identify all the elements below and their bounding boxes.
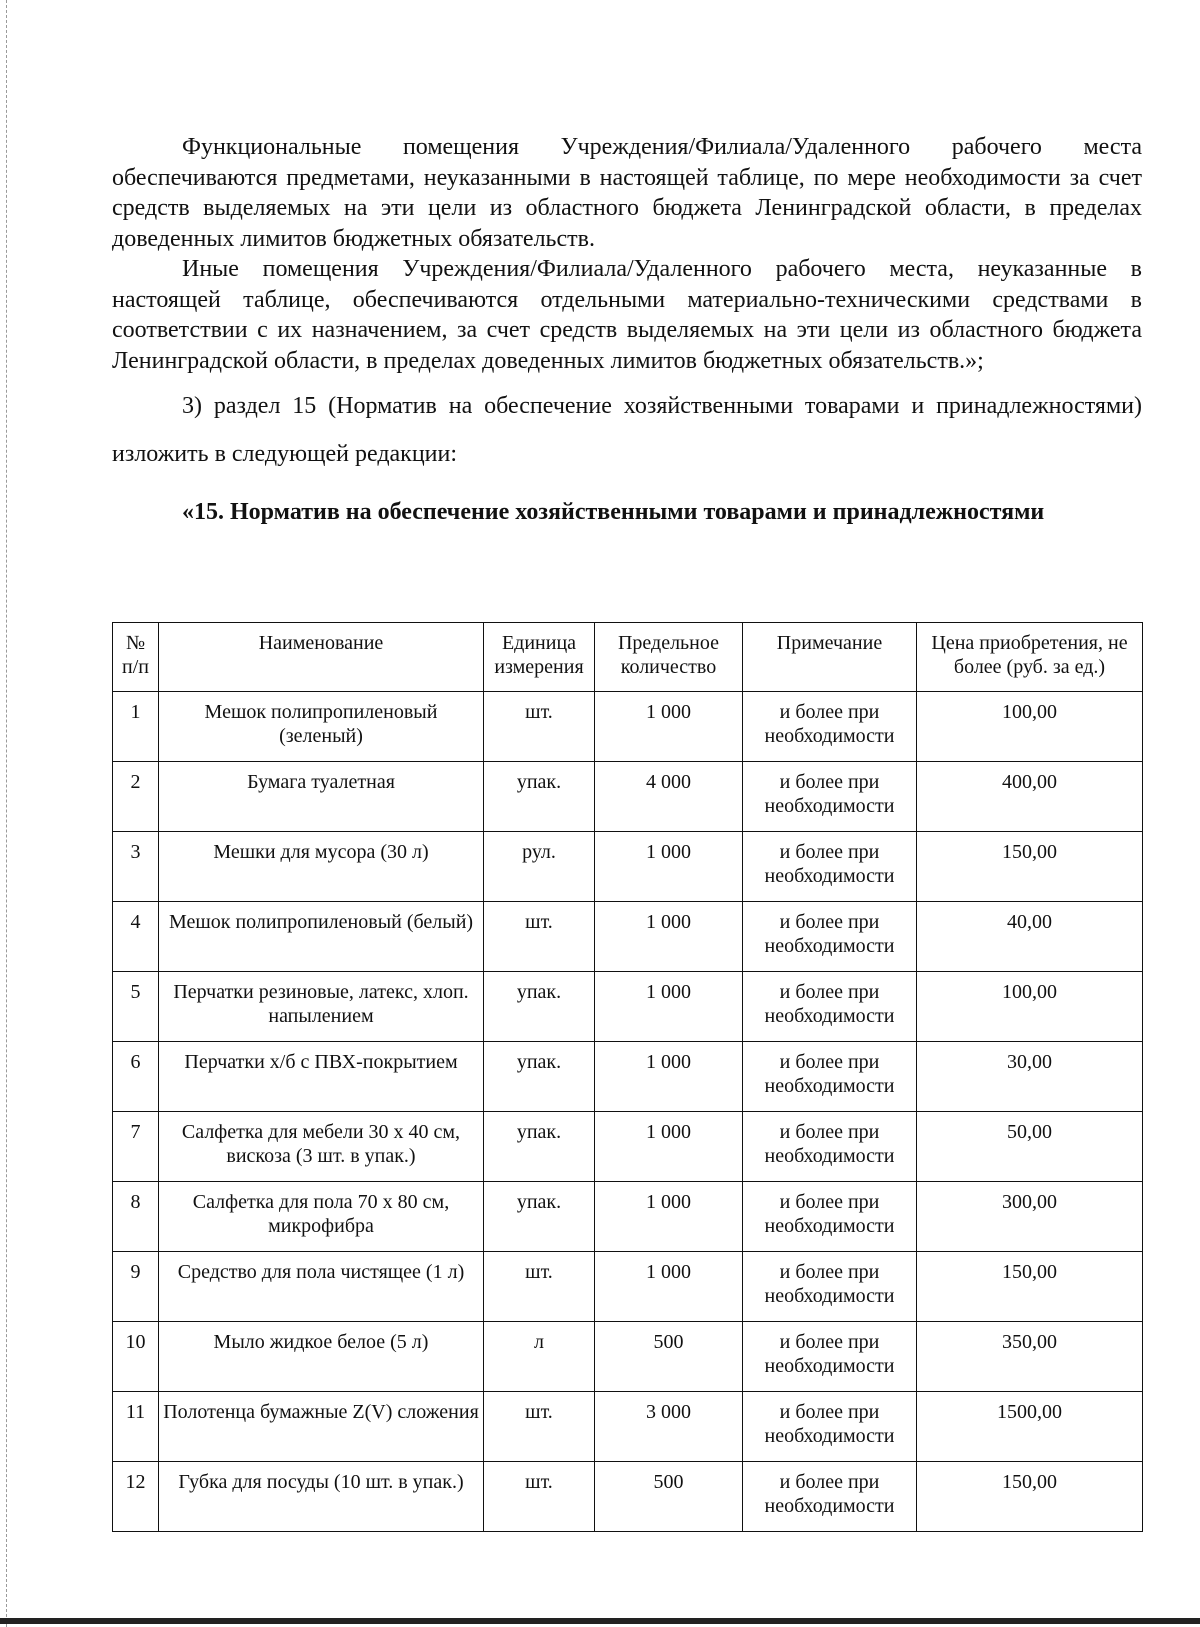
cell-unit: упак. xyxy=(484,1042,595,1112)
cell-qty: 500 xyxy=(595,1462,743,1532)
table-row xyxy=(113,1112,1143,1182)
table-header-row xyxy=(113,623,1143,692)
paragraph-other-rooms: Иные помещения Учреждения/Филиала/Удаленного рабочего места, неуказанные в настоящей таблице, обеспечиваются отдельными материально-техническими средствами в соответствии с их назначением, за счет средств выделяемых на эти цели из областного бюджета Ленинградской области, в пределах доведенных лимитов бюджетных обязательств.»; xyxy=(112,256,1142,374)
cell-price: 100,00 xyxy=(917,972,1143,1042)
cell-qty: 3 000 xyxy=(595,1392,743,1462)
cell-unit: шт. xyxy=(484,902,595,972)
cell-num: 7 xyxy=(113,1112,159,1182)
paragraph-functional-rooms: Функциональные помещения Учреждения/Филиала/Удаленного рабочего места обеспечиваются предметами, неуказанными в настоящей таблице, по мере необходимости за счет средств выделяемых на эти цели из областного бюджета Ленинградской области, в пределах доведенных лимитов бюджетных обязательств. xyxy=(112,134,1142,252)
cell-qty: 1 000 xyxy=(595,1182,743,1252)
cell-unit: упак. xyxy=(484,972,595,1042)
cell-qty: 1 000 xyxy=(595,972,743,1042)
header-unit: Единица измерения xyxy=(484,623,595,692)
cell-unit: шт. xyxy=(484,1462,595,1532)
cell-name: Мешки для мусора (30 л) xyxy=(159,832,484,902)
cell-price: 50,00 xyxy=(917,1112,1143,1182)
cell-num: 9 xyxy=(113,1252,159,1322)
cell-num: 8 xyxy=(113,1182,159,1252)
cell-name: Салфетка для мебели 30 х 40 см, вискоза (3 шт. в упак.) xyxy=(159,1112,484,1182)
table-row xyxy=(113,1182,1143,1252)
cell-price: 30,00 xyxy=(917,1042,1143,1112)
supplies-norm-table xyxy=(112,622,1143,1532)
cell-name: Полотенца бумажные Z(V) сложения xyxy=(159,1392,484,1462)
paragraph-section-15-amendment: 3) раздел 15 (Норматив на обеспечение хозяйственными товарами и принадлежностями) изложить в следующей редакции: xyxy=(112,393,1142,467)
cell-qty: 1 000 xyxy=(595,832,743,902)
cell-num: 10 xyxy=(113,1322,159,1392)
cell-qty: 1 000 xyxy=(595,1042,743,1112)
cell-note: и более при необходимости xyxy=(743,1322,917,1392)
cell-unit: упак. xyxy=(484,762,595,832)
cell-name: Салфетка для пола 70 х 80 см, микрофибра xyxy=(159,1182,484,1252)
scan-edge-left xyxy=(6,0,7,1627)
cell-name: Мешок полипропиленовый (зеленый) xyxy=(159,692,484,762)
cell-qty: 1 000 xyxy=(595,1112,743,1182)
cell-num: 2 xyxy=(113,762,159,832)
table-row xyxy=(113,972,1143,1042)
cell-price: 150,00 xyxy=(917,832,1143,902)
cell-price: 300,00 xyxy=(917,1182,1143,1252)
cell-num: 6 xyxy=(113,1042,159,1112)
cell-num: 5 xyxy=(113,972,159,1042)
cell-num: 1 xyxy=(113,692,159,762)
cell-unit: л xyxy=(484,1322,595,1392)
cell-unit: рул. xyxy=(484,832,595,902)
header-price: Цена приобретения, не более (руб. за ед.) xyxy=(917,623,1143,692)
cell-qty: 1 000 xyxy=(595,1252,743,1322)
cell-price: 100,00 xyxy=(917,692,1143,762)
cell-num: 3 xyxy=(113,832,159,902)
table-row xyxy=(113,902,1143,972)
table-body xyxy=(113,692,1143,1532)
table-row xyxy=(113,1462,1143,1532)
cell-unit: шт. xyxy=(484,1252,595,1322)
cell-note: и более при необходимости xyxy=(743,1252,917,1322)
cell-qty: 1 000 xyxy=(595,902,743,972)
cell-name: Мыло жидкое белое (5 л) xyxy=(159,1322,484,1392)
cell-name: Перчатки резиновые, латекс, хлоп. напылением xyxy=(159,972,484,1042)
header-num: № п/п xyxy=(113,623,159,692)
cell-name: Губка для посуды (10 шт. в упак.) xyxy=(159,1462,484,1532)
header-qty: Предельное количество xyxy=(595,623,743,692)
cell-name: Мешок полипропиленовый (белый) xyxy=(159,902,484,972)
section-heading: «15. Норматив на обеспечение хозяйственными товарами и принадлежностями xyxy=(182,499,1045,525)
cell-unit: шт. xyxy=(484,692,595,762)
cell-unit: упак. xyxy=(484,1112,595,1182)
cell-note: и более при необходимости xyxy=(743,692,917,762)
cell-unit: упак. xyxy=(484,1182,595,1252)
table-row xyxy=(113,1392,1143,1462)
scan-edge-bottom xyxy=(0,1618,1200,1624)
cell-name: Средство для пола чистящее (1 л) xyxy=(159,1252,484,1322)
cell-qty: 500 xyxy=(595,1322,743,1392)
cell-note: и более при необходимости xyxy=(743,762,917,832)
cell-price: 150,00 xyxy=(917,1462,1143,1532)
table-row xyxy=(113,832,1143,902)
cell-price: 150,00 xyxy=(917,1252,1143,1322)
cell-num: 11 xyxy=(113,1392,159,1462)
cell-price: 400,00 xyxy=(917,762,1143,832)
cell-unit: шт. xyxy=(484,1392,595,1462)
header-note: Примечание xyxy=(743,623,917,692)
cell-qty: 1 000 xyxy=(595,692,743,762)
cell-name: Бумага туалетная xyxy=(159,762,484,832)
cell-price: 1500,00 xyxy=(917,1392,1143,1462)
cell-note: и более при необходимости xyxy=(743,1462,917,1532)
cell-note: и более при необходимости xyxy=(743,1042,917,1112)
table-row xyxy=(113,1042,1143,1112)
cell-note: и более при необходимости xyxy=(743,1112,917,1182)
table-row xyxy=(113,1322,1143,1392)
table-row xyxy=(113,762,1143,832)
cell-note: и более при необходимости xyxy=(743,972,917,1042)
header-name: Наименование xyxy=(159,623,484,692)
document-body xyxy=(112,132,1142,536)
table-row xyxy=(113,1252,1143,1322)
cell-note: и более при необходимости xyxy=(743,1392,917,1462)
cell-price: 350,00 xyxy=(917,1322,1143,1392)
cell-note: и более при необходимости xyxy=(743,832,917,902)
cell-name: Перчатки х/б с ПВХ-покрытием xyxy=(159,1042,484,1112)
cell-price: 40,00 xyxy=(917,902,1143,972)
cell-note: и более при необходимости xyxy=(743,902,917,972)
cell-num: 4 xyxy=(113,902,159,972)
cell-num: 12 xyxy=(113,1462,159,1532)
cell-qty: 4 000 xyxy=(595,762,743,832)
cell-note: и более при необходимости xyxy=(743,1182,917,1252)
table-row xyxy=(113,692,1143,762)
